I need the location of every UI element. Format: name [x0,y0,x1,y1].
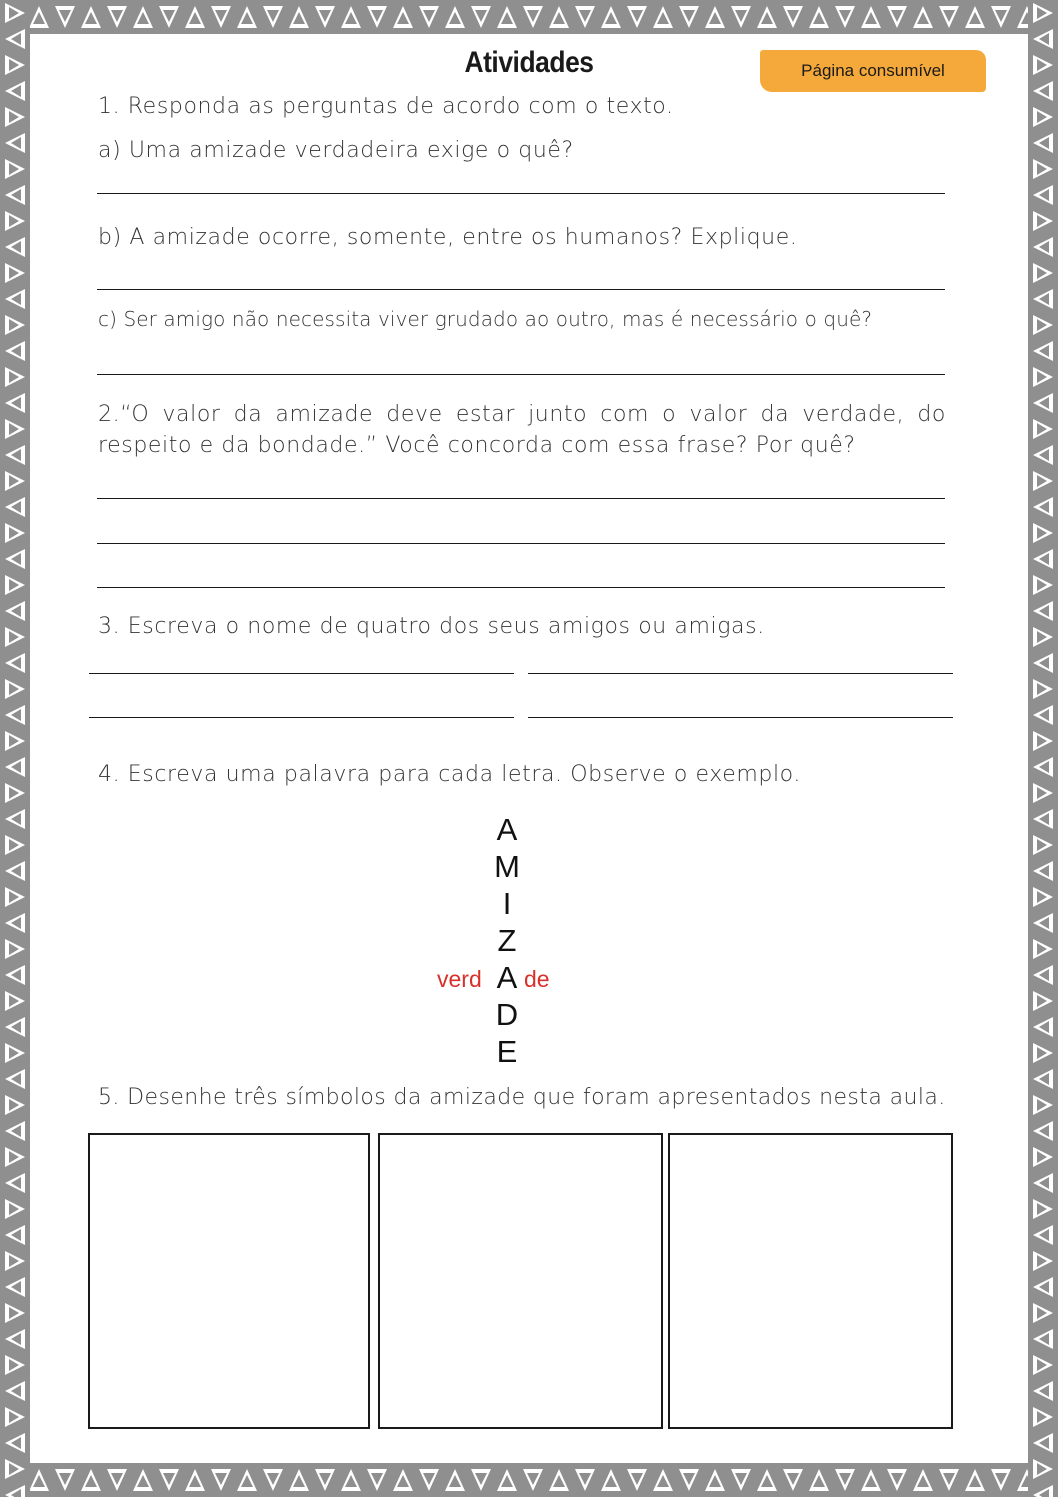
question-3-prompt: 3. Escreva o nome de quatro dos seus amigos ou amigas. [98,614,765,639]
acrostic-letter-6: D [495,997,519,1032]
border-triangle [497,6,517,28]
border-triangle [1033,1251,1053,1271]
border-triangle [5,627,25,647]
border-triangle [107,6,127,28]
border-triangle [341,6,361,28]
decorative-border-left [0,0,30,1497]
border-triangle [757,1469,777,1491]
border-triangle [1033,107,1053,127]
border-triangle [5,1433,25,1453]
border-triangle [5,809,25,829]
border-triangle [1033,1147,1053,1167]
border-triangle [5,1069,25,1089]
border-triangle [5,393,25,413]
border-triangle [107,1469,127,1491]
consumable-page-badge: Página consumível [760,50,986,92]
border-triangle [185,6,205,28]
border-triangle [1033,133,1053,153]
border-triangle [237,6,257,28]
question-1a: a) Uma amizade verdadeira exige o quê? [98,138,574,163]
page-title: Atividades [464,46,594,79]
border-triangle [1033,835,1053,855]
answer-line-2-1[interactable] [97,498,945,499]
question-5-prompt: 5. Desenhe três símbolos da amizade que foram apresentados nesta aula. [98,1085,946,1110]
border-triangle [5,705,25,725]
border-triangle [1033,55,1053,75]
border-triangle [601,6,621,28]
border-pattern [0,0,1058,34]
border-triangle [783,6,803,28]
border-triangle [5,81,25,101]
border-triangle [5,1043,25,1063]
border-triangle [5,1199,25,1219]
border-triangle [5,211,25,231]
acrostic-letter-2: M [494,849,520,884]
border-triangle [1033,341,1053,361]
border-triangle [5,1173,25,1193]
border-pattern [1028,0,1058,1497]
border-triangle [5,913,25,933]
border-triangle [523,6,543,28]
border-triangle [5,107,25,127]
border-triangle [367,1469,387,1491]
border-triangle [887,6,907,28]
border-triangle [1033,1329,1053,1349]
border-triangle [55,1469,75,1491]
border-triangle [315,6,335,28]
border-triangle [705,1469,725,1491]
drawing-box-3[interactable] [668,1133,953,1429]
border-triangle [5,315,25,335]
border-triangle [5,341,25,361]
border-triangle [1033,991,1053,1011]
border-triangle [419,6,439,28]
border-triangle [679,6,699,28]
border-triangle [5,55,25,75]
border-triangle [757,6,777,28]
friend-name-line-4[interactable] [528,717,953,718]
border-triangle [55,6,75,28]
border-triangle [1033,887,1053,907]
border-triangle [1033,1381,1053,1401]
border-triangle [1033,185,1053,205]
question-1-prompt: 1. Responda as perguntas de acordo com o texto. [98,94,674,119]
border-triangle [809,1469,829,1491]
border-triangle [1033,1199,1053,1219]
border-triangle [133,1469,153,1491]
border-triangle [5,445,25,465]
border-triangle [5,601,25,621]
border-triangle [1033,1485,1053,1497]
border-triangle [81,1469,101,1491]
border-triangle [5,1251,25,1271]
border-triangle [211,1469,231,1491]
border-triangle [575,1469,595,1491]
border-triangle [1033,1355,1053,1375]
border-triangle [5,1121,25,1141]
border-triangle [1033,211,1053,231]
border-triangle [289,1469,309,1491]
border-triangle [5,1485,25,1497]
border-triangle [5,679,25,699]
border-triangle [5,939,25,959]
acrostic-letter-3: I [502,886,512,921]
border-triangle [29,1469,49,1491]
border-triangle [5,887,25,907]
border-triangle [1033,1225,1053,1245]
border-triangle [5,3,25,23]
border-triangle [1033,1407,1053,1427]
border-triangle [29,6,49,28]
border-triangle [393,1469,413,1491]
border-triangle [1033,1277,1053,1297]
border-triangle [1033,575,1053,595]
border-triangle [1033,783,1053,803]
drawing-box-2[interactable] [378,1133,663,1429]
border-triangle [887,1469,907,1491]
border-triangle [393,6,413,28]
border-triangle [1033,523,1053,543]
border-triangle [1033,367,1053,387]
border-triangle [1033,965,1053,985]
border-triangle [5,497,25,517]
border-triangle [1033,913,1053,933]
decorative-border-top [0,0,1058,34]
border-triangle [237,1469,257,1491]
border-triangle [835,1469,855,1491]
answer-line-2-2[interactable] [97,543,945,544]
border-triangle [731,1469,751,1491]
border-triangle [5,159,25,179]
border-triangle [211,6,231,28]
border-triangle [991,1469,1011,1491]
border-triangle [5,185,25,205]
border-triangle [783,1469,803,1491]
border-triangle [5,29,25,49]
border-triangle [1033,601,1053,621]
border-triangle [1033,627,1053,647]
border-triangle [705,6,725,28]
border-triangle [5,549,25,569]
border-triangle [991,6,1011,28]
border-triangle [575,6,595,28]
border-triangle [497,1469,517,1491]
border-triangle [289,6,309,28]
border-triangle [5,289,25,309]
border-triangle [1033,29,1053,49]
border-triangle [913,6,933,28]
border-triangle [913,1469,933,1491]
border-triangle [471,1469,491,1491]
border-triangle [1033,159,1053,179]
border-triangle [653,1469,673,1491]
border-triangle [5,965,25,985]
border-triangle [1033,1095,1053,1115]
example-word-end: de [524,966,550,992]
drawing-box-1[interactable] [88,1133,370,1429]
border-triangle [627,1469,647,1491]
border-triangle [5,861,25,881]
border-triangle [5,575,25,595]
border-triangle [1033,653,1053,673]
answer-line-1c[interactable] [97,374,945,375]
border-triangle [1033,289,1053,309]
border-triangle [5,367,25,387]
border-pattern [0,1463,1058,1497]
friend-name-line-3[interactable] [89,717,514,718]
border-triangle [159,1469,179,1491]
border-triangle [471,6,491,28]
border-triangle [1033,757,1053,777]
border-triangle [1033,263,1053,283]
border-triangle [5,1407,25,1427]
border-triangle [367,6,387,28]
border-triangle [1033,809,1053,829]
border-triangle [1033,315,1053,335]
border-triangle [5,731,25,751]
border-triangle [1033,1303,1053,1323]
example-word-start: verd [437,966,482,992]
border-triangle [5,783,25,803]
border-triangle [1033,679,1053,699]
border-triangle [1033,1043,1053,1063]
border-triangle [133,6,153,28]
border-triangle [419,1469,439,1491]
border-triangle [5,1355,25,1375]
answer-line-2-3[interactable] [97,587,945,588]
border-triangle [861,6,881,28]
border-triangle [1033,939,1053,959]
border-triangle [1033,1069,1053,1089]
acrostic-letter-1: A [496,812,518,847]
answer-line-1b[interactable] [97,289,945,290]
decorative-border-right [1028,0,1058,1497]
border-triangle [1033,419,1053,439]
border-triangle [861,1469,881,1491]
acrostic-letter-4: Z [497,923,517,958]
border-triangle [1033,705,1053,725]
border-triangle [315,1469,335,1491]
border-triangle [1033,1459,1053,1479]
border-triangle [1033,471,1053,491]
border-triangle [5,991,25,1011]
border-triangle [627,6,647,28]
border-triangle [5,653,25,673]
border-triangle [5,1095,25,1115]
border-triangle [263,1469,283,1491]
friend-name-line-1[interactable] [89,673,514,674]
border-triangle [1033,549,1053,569]
border-triangle [341,1469,361,1491]
decorative-border-bottom [0,1463,1058,1497]
border-triangle [445,1469,465,1491]
border-triangle [939,6,959,28]
border-triangle [5,757,25,777]
border-triangle [1033,3,1053,23]
border-triangle [5,1147,25,1167]
border-triangle [5,1277,25,1297]
border-triangle [263,6,283,28]
border-triangle [5,471,25,491]
question-1c: c) Ser amigo não necessita viver grudado ao outro, mas é necessário o quê? [98,307,873,331]
border-triangle [5,1303,25,1323]
answer-line-1a[interactable] [97,193,945,194]
acrostic-letter-7: E [496,1034,518,1069]
border-triangle [1033,237,1053,257]
border-triangle [549,1469,569,1491]
border-triangle [965,6,985,28]
border-triangle [5,1017,25,1037]
border-triangle [835,6,855,28]
border-triangle [1033,445,1053,465]
border-triangle [5,1329,25,1349]
border-triangle [5,237,25,257]
border-triangle [653,6,673,28]
border-triangle [1033,1173,1053,1193]
border-triangle [809,6,829,28]
border-triangle [185,1469,205,1491]
border-pattern [0,0,30,1497]
border-triangle [1033,497,1053,517]
border-triangle [1033,1121,1053,1141]
border-triangle [1033,393,1053,413]
acrostic-letter-5: A [496,960,518,995]
border-triangle [5,419,25,439]
question-1b: b) A amizade ocorre, somente, entre os humanos? Explique. [98,225,798,250]
border-triangle [731,6,751,28]
border-triangle [1033,861,1053,881]
border-triangle [5,133,25,153]
border-triangle [5,1459,25,1479]
border-triangle [5,1381,25,1401]
friend-name-line-2[interactable] [528,673,953,674]
border-triangle [81,6,101,28]
border-triangle [159,6,179,28]
border-triangle [1033,81,1053,101]
border-triangle [549,6,569,28]
border-triangle [523,1469,543,1491]
border-triangle [679,1469,699,1491]
border-triangle [5,1225,25,1245]
border-triangle [5,263,25,283]
border-triangle [1033,731,1053,751]
border-triangle [601,1469,621,1491]
border-triangle [1033,1017,1053,1037]
question-2-prompt: 2.“O valor da amizade deve estar junto com o valor da verdade, do respeito e da bondade.” Você concorda com essa frase? Por quê? [98,402,946,458]
border-triangle [5,835,25,855]
border-triangle [939,1469,959,1491]
question-4-prompt: 4. Escreva uma palavra para cada letra. Observe o exemplo. [98,762,801,787]
border-triangle [5,523,25,543]
border-triangle [965,1469,985,1491]
border-triangle [1033,1433,1053,1453]
border-triangle [445,6,465,28]
